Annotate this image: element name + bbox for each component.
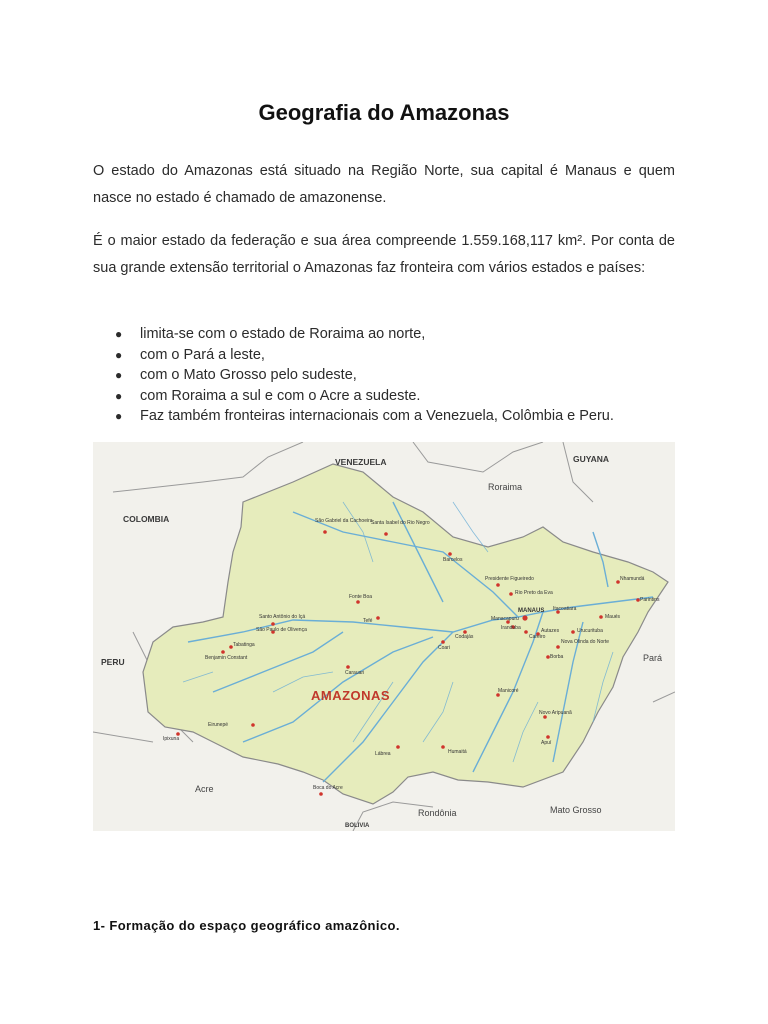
- label-colombia: COLOMBIA: [123, 514, 170, 524]
- bullet-icon: ●: [115, 327, 123, 341]
- label-guyana: GUYANA: [573, 454, 610, 464]
- section-heading: 1- Formação do espaço geográfico amazônico.: [93, 918, 400, 933]
- label-mato-grosso: Mato Grosso: [550, 805, 602, 815]
- city-label: Borba: [550, 654, 564, 660]
- city-label: Rio Preto da Eva: [515, 590, 553, 596]
- city-label-manaus: MANAUS: [518, 608, 545, 614]
- page-title: Geografia do Amazonas: [258, 100, 510, 125]
- city-label: Tefé: [363, 618, 373, 624]
- amazonas-map: [93, 442, 675, 831]
- map-graphic: [93, 442, 675, 831]
- city-label: Iranduba: [501, 625, 521, 631]
- city-label: Novo Aripuanã: [539, 710, 572, 716]
- city-label: Urucurituba: [577, 628, 603, 634]
- city-label: Coari: [438, 645, 450, 651]
- city-label: Manicoré: [498, 688, 519, 694]
- city-label: Nhamundá: [620, 576, 645, 582]
- city-label: Manacapuru: [491, 616, 519, 622]
- city-label: Apuí: [541, 740, 552, 746]
- city-label: São Paulo de Olivença: [256, 627, 307, 633]
- city-label: Boca do Acre: [313, 785, 343, 791]
- city-label: Nova Olinda do Norte: [561, 639, 610, 645]
- list-item: ● com Roraima a sul e com o Acre a sudeste.: [93, 386, 693, 407]
- area-paragraph: É o maior estado da federação e sua área compreende 1.559.168,117 km². Por conta de sua grande extensão territorial o Amazonas faz fronteira com vários estados e países:: [93, 233, 675, 276]
- intro-paragraph: O estado do Amazonas está situado na Região Norte, sua capital é Manaus e quem nasce no estado é chamado de amazonense.: [93, 163, 675, 206]
- label-acre: Acre: [195, 784, 214, 794]
- city-label: Tabatinga: [233, 642, 255, 648]
- border-list: [93, 324, 693, 427]
- city-label: Carauari: [345, 670, 365, 676]
- city-label: Lábrea: [375, 751, 391, 757]
- city-label: Careiro: [529, 634, 546, 640]
- label-roraima: Roraima: [488, 482, 523, 492]
- bullet-icon: ●: [115, 347, 123, 362]
- city-label: Autazes: [541, 628, 560, 634]
- city-label: Codajás: [455, 634, 474, 640]
- city-label: Parintins: [640, 597, 660, 603]
- label-amazonas: AMAZONAS: [311, 688, 391, 703]
- list-item: ● com o Mato Grosso pelo sudeste,: [93, 365, 693, 386]
- list-item: ● com o Pará a leste,: [93, 345, 693, 366]
- city-label: Ipixuna: [163, 736, 180, 742]
- label-para: Pará: [643, 653, 663, 663]
- list-item: ● Faz também fronteiras internacionais com a Venezuela, Colômbia e Peru.: [93, 406, 693, 427]
- city-label: São Gabriel da Cachoeira: [315, 518, 373, 524]
- city-label: Presidente Figueiredo: [485, 576, 534, 582]
- label-peru: PERU: [101, 657, 125, 667]
- bullet-icon: ●: [115, 409, 123, 423]
- city-label: Barcelos: [443, 557, 463, 563]
- bullet-icon: ●: [115, 368, 123, 382]
- city-label: Benjamin Constant: [205, 655, 248, 661]
- list-item: ● limita-se com o estado de Roraima ao norte,: [93, 324, 693, 345]
- city-label: Maués: [605, 614, 621, 620]
- city-label: Fonte Boa: [349, 594, 373, 600]
- label-venezuela: VENEZUELA: [335, 457, 387, 467]
- label-rondonia: Rondônia: [418, 808, 457, 818]
- bullet-icon: ●: [115, 388, 123, 403]
- city-label: Eirunepé: [208, 722, 229, 728]
- city-label: Humaitá: [448, 749, 467, 755]
- city-label: Itacoatiara: [553, 606, 577, 612]
- city-label: Santo Antônio do Içá: [259, 614, 306, 620]
- label-bolivia: BOLIVIA: [345, 823, 370, 829]
- city-label: Santa Isabel do Rio Negro: [371, 520, 430, 526]
